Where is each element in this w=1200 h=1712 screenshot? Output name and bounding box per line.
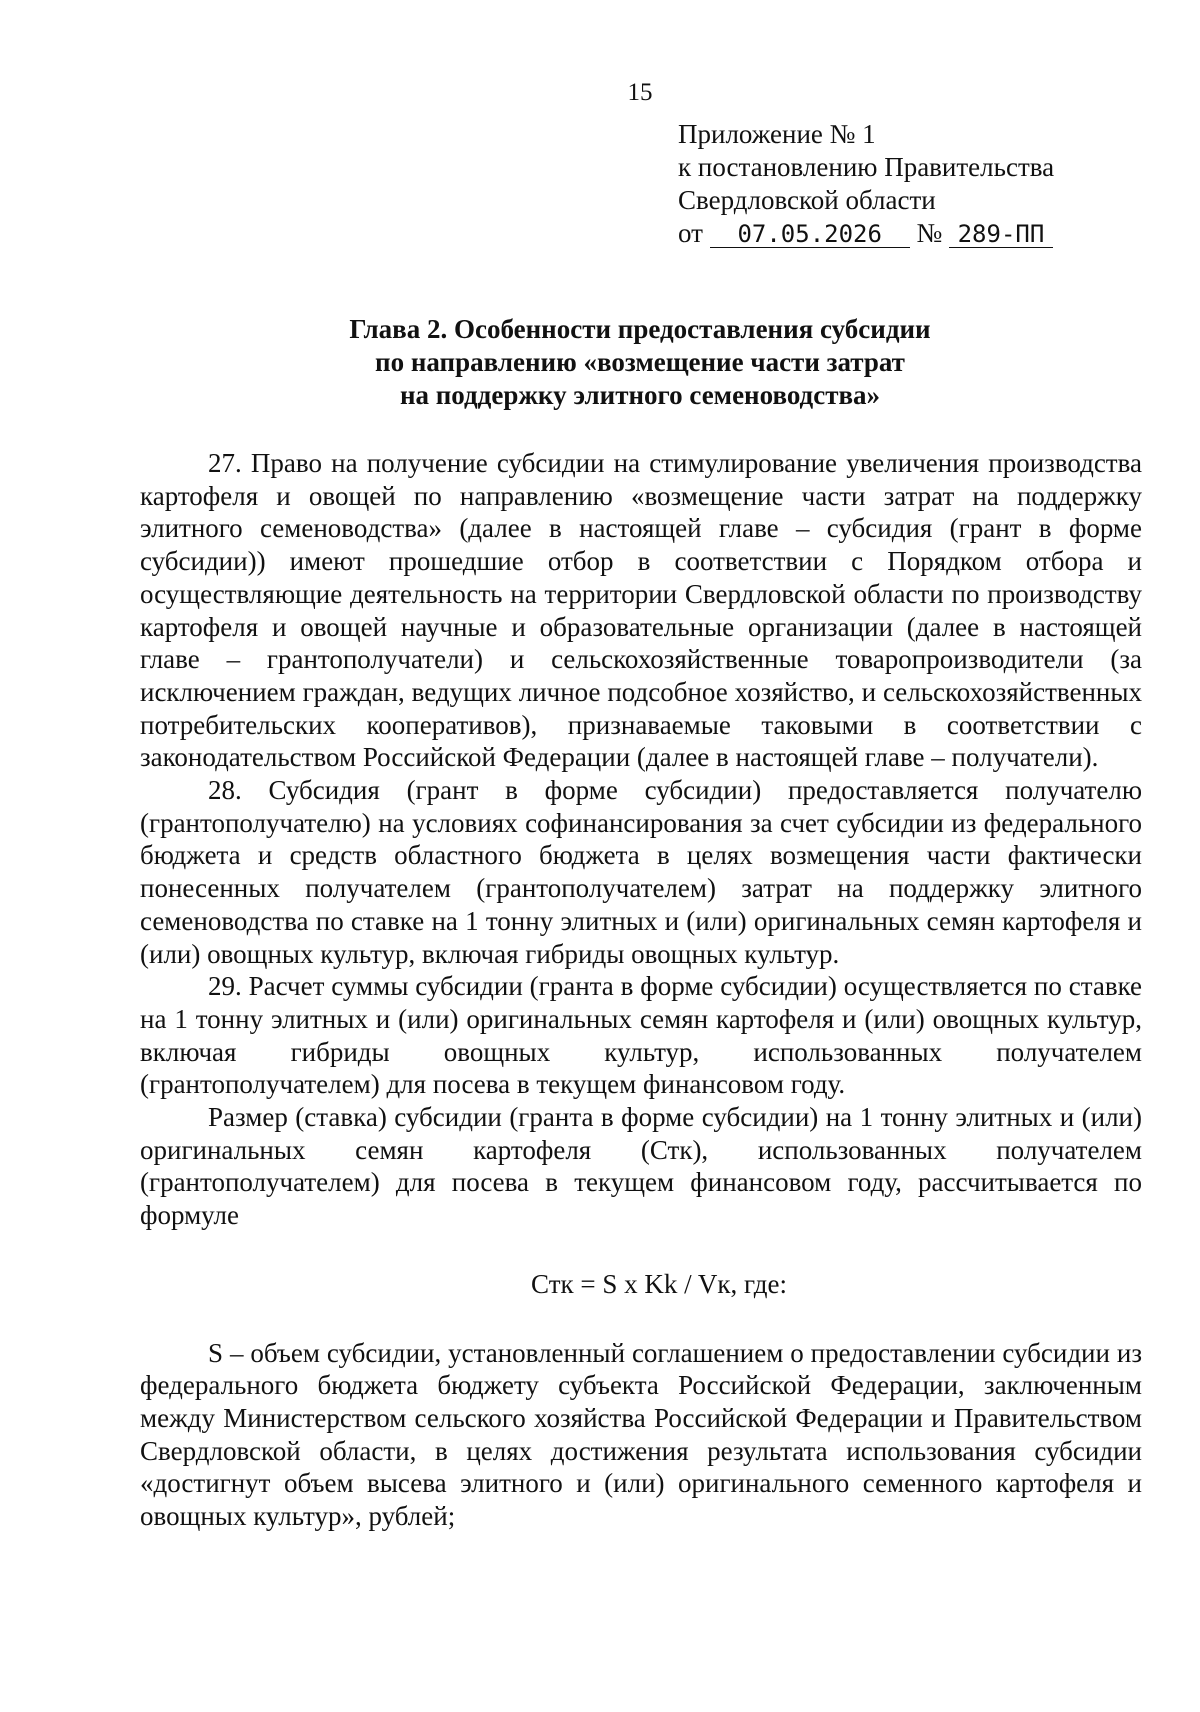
paragraph-s-definition: S – объем субсидии, установленный соглашением о предоставлении субсидии из федерального бюджета бюджету субъекта Российской Федерации, заключенным между Министерством сельского хозяйства Российской Федерации и Правительством Свердловской области, в целях достижения результата использования субсидии «достигнут объем высева элитного и (или) оригинального семенного картофеля и овощных культур», рублей; — [140, 1337, 1142, 1532]
paragraph-rate: Размер (ставка) субсидии (гранта в форме субсидии) на 1 тонну элитных и (или) оригинальных семян картофеля (Стк), использованных получателем (грантополучателем) для посева в текущем финансовом году, рассчитывается по формуле — [140, 1102, 1142, 1231]
appendix-title: Приложение № 1 — [678, 119, 876, 149]
page-number: 15 — [627, 79, 653, 106]
chapter-title-line: на поддержку элитного семеноводства» — [399, 380, 881, 410]
resolution-date: 07.05.2026 — [710, 221, 910, 248]
chapter-title-line: Глава 2. Особенности предоставления субсидии — [349, 314, 931, 344]
formula: Стк = S х Kk / Vк, где: — [531, 1268, 787, 1299]
appendix-date-line — [678, 217, 1118, 250]
appendix-block — [678, 118, 1118, 250]
appendix-resolution-line: к постановлению Правительства — [678, 152, 1055, 182]
date-prefix: от — [678, 218, 703, 248]
resolution-number: 289-ПП — [949, 221, 1053, 248]
paragraph-28: 28. Субсидия (грант в форме субсидии) предоставляется получателю (грантополучателю) на условиях софинансирования за счет субсидии из федерального бюджета и средств областного бюджета в целях возмещения части фактически понесенных получателем (грантополучателем) затрат на поддержку элитного семеноводства по ставке на 1 тонну элитных и (или) оригинальных семян картофеля и (или) овощных культур, включая гибриды овощных культур. — [140, 775, 1142, 969]
body-text — [140, 447, 1142, 1533]
chapter-title — [140, 313, 1140, 412]
paragraph-29: 29. Расчет суммы субсидии (гранта в форме субсидии) осуществляется по ставке на 1 тонну элитных и (или) оригинальных семян картофеля и (или) овощных культур, включая гибриды овощных культур, использованных получателем (грантополучателем) для посева в текущем финансовом году. — [140, 971, 1142, 1100]
number-prefix: № — [916, 218, 943, 248]
chapter-title-line: по направлению «возмещение части затрат — [375, 347, 905, 377]
appendix-region-line: Свердловской области — [678, 185, 936, 215]
paragraph-27: 27. Право на получение субсидии на стимулирование увеличения производства картофеля и овощей по направлению «возмещение части затрат на поддержку элитного семеноводства» (далее в настоящей главе – субсидия (грант в форме субсидии)) имеют прошедшие отбор в соответствии с Порядком отбора и осуществляющие деятельность на территории Свердловской области по производству картофеля и овощей научные и образовательные организации (далее в настоящей главе – грантополучатели) и сельскохозяйственные товаропроизводители (за исключением граждан, ведущих личное подсобное хозяйство, и сельскохозяйственных потребительских кооперативов), признаваемые таковыми в соответствии с законодательством Российской Федерации (далее в настоящей главе – получатели). — [140, 448, 1142, 773]
